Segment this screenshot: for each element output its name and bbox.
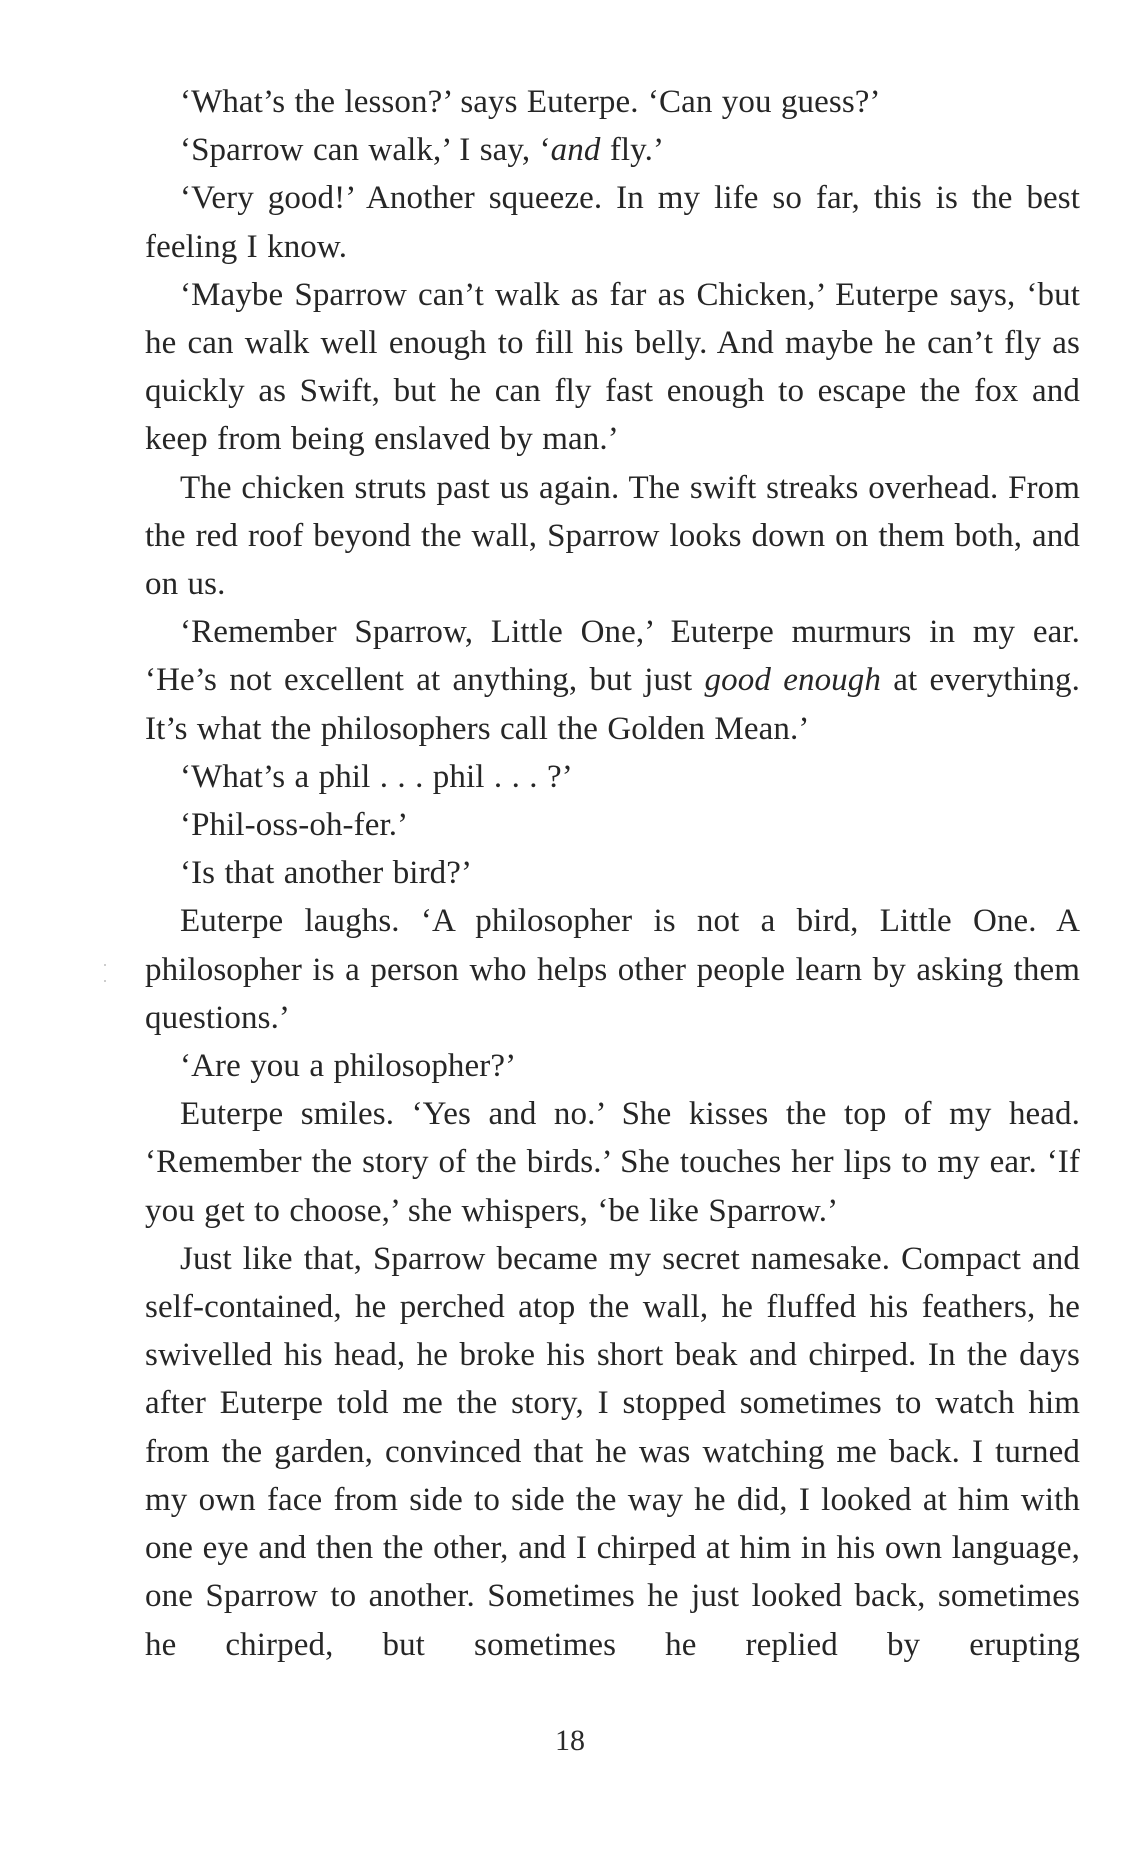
text-run: ‘Maybe Sparrow can’t walk as far as Chicken,’ Euterpe says, ‘but he can walk well enough to fill his belly. And maybe he can’t fly as quickly as Swift, but he can fly fast enough to escape the fox and keep from being enslaved by man.’ <box>145 276 1080 458</box>
paragraph <box>145 1090 1080 1235</box>
paragraph <box>145 608 1080 753</box>
text-run: ‘Phil-oss-oh-fer.’ <box>180 807 409 844</box>
text-run: at everything. It’s what the philosophers call the Golden Mean.’ <box>145 662 1080 747</box>
paragraph <box>145 126 1080 174</box>
text-run: fly.’ <box>600 132 665 169</box>
text-run: ‘Very good!’ Another squeeze. In my life so far, this is the best feeling I know. <box>145 180 1080 265</box>
page-number: 18 <box>555 1724 585 1757</box>
text-run: ‘What’s the lesson?’ says Euterpe. ‘Can you guess?’ <box>180 84 881 120</box>
paragraph <box>145 464 1080 609</box>
text-run: ‘Are you a philosopher?’ <box>180 1048 517 1085</box>
text-run: ‘Remember Sparrow, Little One,’ Euterpe murmurs in my ear. ‘He’s not excellent at anything, but just <box>145 614 1080 699</box>
italic-text-run: and <box>550 132 601 169</box>
paragraph <box>145 801 1080 849</box>
paragraph <box>145 849 1080 897</box>
page-body <box>145 78 1080 1669</box>
text-run: ‘Sparrow can walk,’ I say, ‘ <box>180 132 551 169</box>
scan-speck <box>104 964 106 966</box>
italic-text-run: good enough <box>704 662 881 699</box>
scan-speck <box>104 980 106 982</box>
text-run: ‘Is that another bird?’ <box>180 855 473 892</box>
text-run: Euterpe laughs. ‘A philosopher is not a bird, Little One. A philosopher is a person who helps other people learn by asking them questions.’ <box>145 903 1080 1036</box>
text-run: The chicken struts past us again. The swift streaks overhead. From the red roof beyond the wall, Sparrow looks down on them both, and on us. <box>145 469 1080 603</box>
paragraph <box>145 1235 1080 1669</box>
text-run: Just like that, Sparrow became my secret namesake. Compact and self-contained, he perched atop the wall, he fluffed his feathers, he swivelled his head, he broke his short beak and chirped. In the days after Euterpe told me the story, I stopped sometimes to watch him from the garden, convinced that he was watching me back. I turned my own face from side to side the way he did, I looked at him with one eye and then the other, and I chirped at him in his own language, one Sparrow to another. Sometimes he just looked back, sometimes he chirped, but sometimes he replied by erupting <box>145 1240 1080 1663</box>
paragraph <box>145 897 1080 1042</box>
text-run: Euterpe smiles. ‘Yes and no.’ She kisses the top of my head. ‘Remember the story of the birds.’ She touches her lips to my ear. ‘If you get to choose,’ she whispers, ‘be like Sparrow.’ <box>145 1096 1080 1229</box>
paragraph <box>145 174 1080 270</box>
paragraph <box>145 1042 1080 1090</box>
text-run: ‘What’s a phil . . . phil . . . ?’ <box>180 758 573 795</box>
paragraph <box>145 78 1080 126</box>
paragraph <box>145 271 1080 464</box>
paragraph <box>145 753 1080 801</box>
